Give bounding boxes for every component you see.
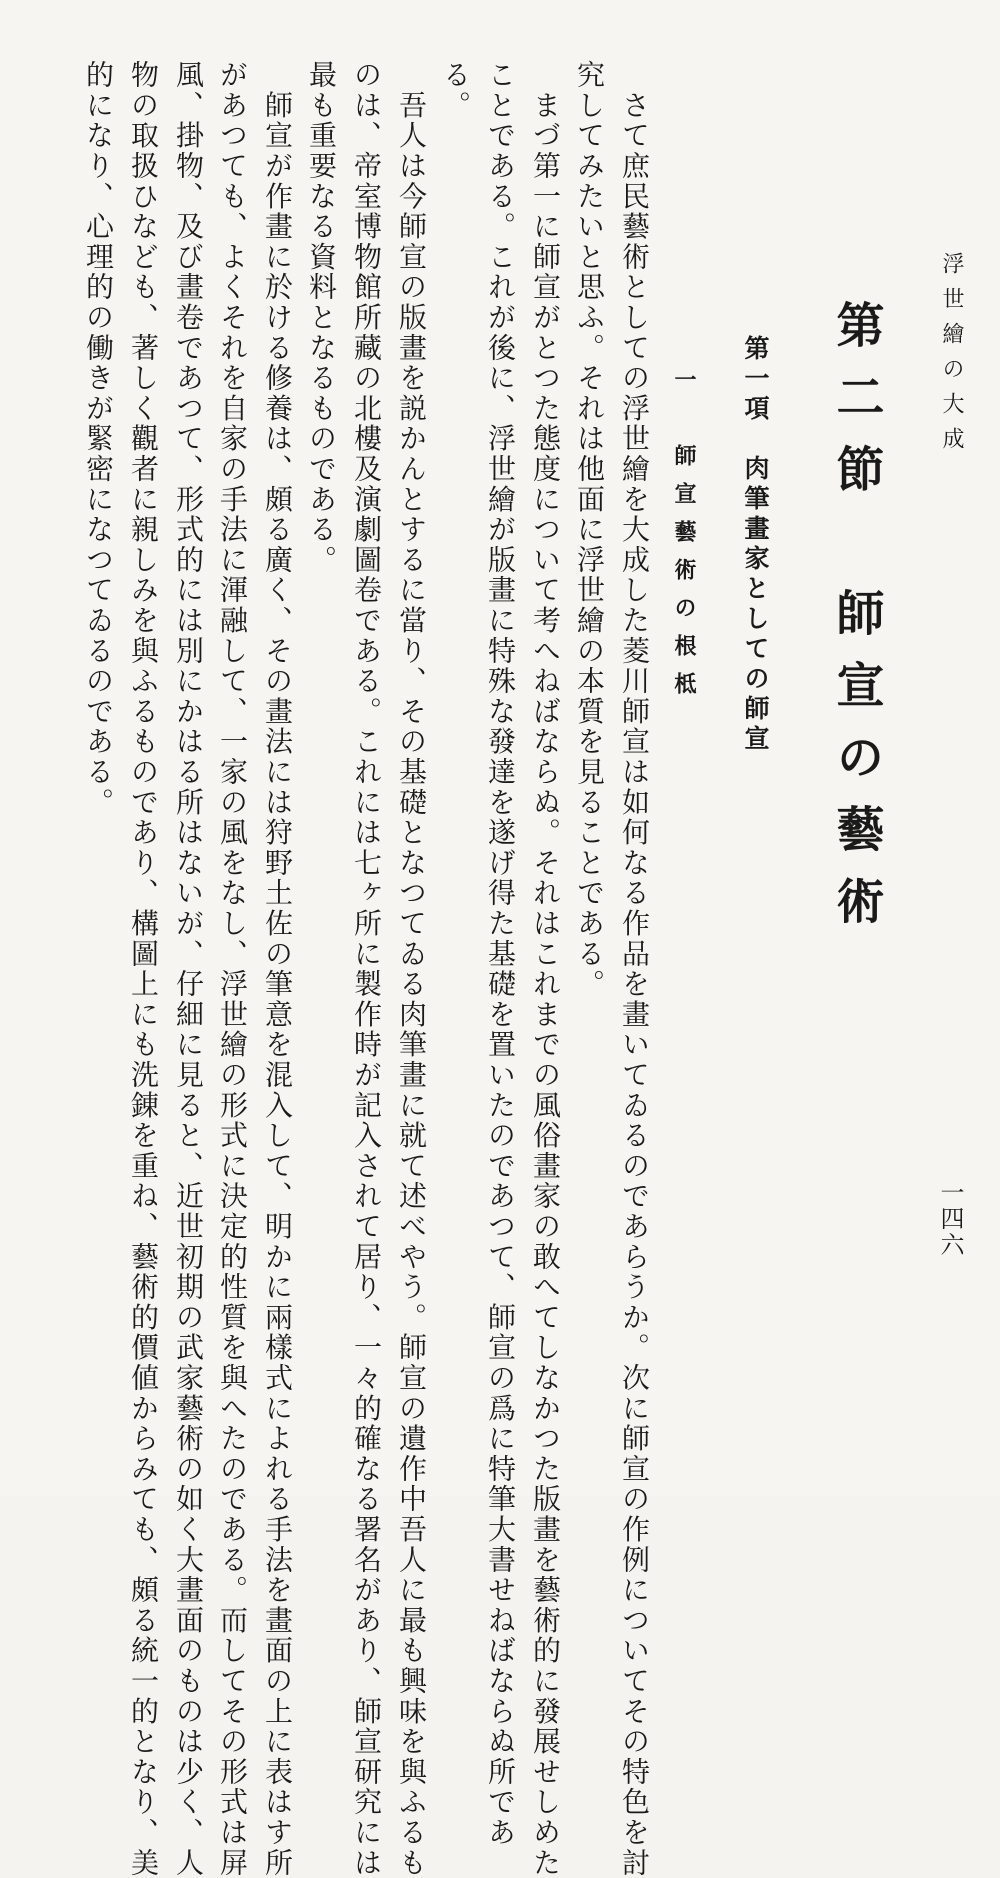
text-line: る。	[439, 60, 472, 121]
text-line: 吾人は今師宣の版畫を説かんとするに當り、その基礎となつてゐる肉筆畫に就て述べやう。師宣の遺作中吾人に最も興味を與ふるも	[395, 60, 428, 1878]
text-line: ことである。これが後に、浮世繪が版畫に特殊な發達を遂げ得た基礎を置いたのであつて、師宣の爲に特筆大書せねばならぬ所であ	[484, 60, 517, 1848]
section-title: 第二節 師宣の藝術	[828, 300, 884, 948]
text-line: のは、帝室博物館所藏の北樓及演劇圖卷である。これには七ヶ所に製作時が記入されて居り、一々的確なる署名があり、師宣研究には	[350, 60, 383, 1878]
text-line: 風、掛物、及び畫卷であつて、形式的には別にかはる所はないが、仔細に見ると、近世初期の武家藝術の如く大畫面のものは少く、人	[172, 60, 205, 1878]
text-line: 物の取扱ひなども、著しく觀者に親しみを與ふるものであり、構圖上にも洗錬を重ね、藝術的價値からみても、頗る統一的となり、美	[127, 60, 160, 1878]
item-title: 第一項 肉筆畫家としての師宣	[741, 335, 770, 755]
text-line: さて庶民藝術としての浮世繪を大成した菱川師宣は如何なる作品を畫いてゐるのであらうか。次に師宣の作例についてその特色を討	[618, 60, 651, 1878]
text-line: があつても、よくそれを自家の手法に渾融して、一家の風をなし、浮世繪の形式に決定的性質を與へたのである。而してその形式は屏	[216, 60, 249, 1878]
text-line: 最も重要なる資料となるものである。	[305, 60, 338, 576]
running-head: 浮世繪の大成	[939, 252, 964, 462]
text-line: 師宣が作畫に於ける修養は、頗る廣く、その畫法には狩野土佐の筆意を混入して、明かに兩樣式によれる手法を畫面の上に表はす所	[261, 60, 294, 1878]
text-line: まづ第一に師宣がとつた態度について考へねばならぬ。それはこれまでの風俗畫家の敢へてしなかつた版畫を藝術的に發展せしめた	[529, 60, 562, 1878]
text-line: 究してみたいと思ふ。それは他面に浮世繪の本質を見ることである。	[573, 60, 606, 1000]
page-number: 一四六	[936, 1180, 964, 1258]
text-line: 的になり、心理的の働きが緊密になつてゐるのである。	[82, 60, 115, 818]
sub-title: 一 師宣藝術の根柢	[671, 368, 697, 710]
